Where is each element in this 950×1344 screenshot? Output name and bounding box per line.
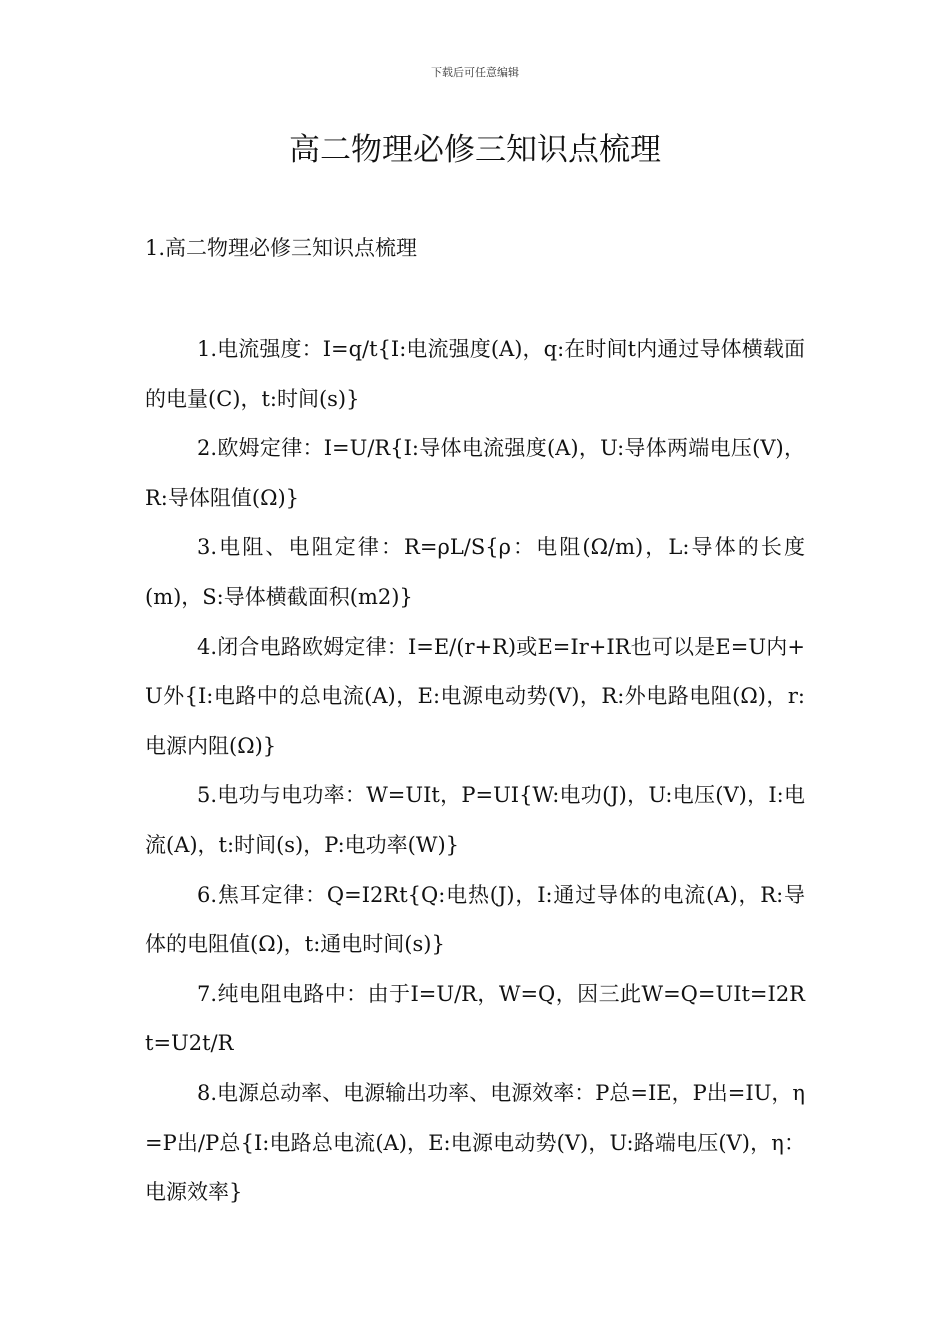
formula-item-ohms-law: 2.欧姆定律：I=U/R{I:导体电流强度(A)，U:导体两端电压(V)，R:导体阻值(Ω)}: [145, 436, 805, 510]
formula-item-resistance: 3.电阻、电阻定律：R=ρL/S{ρ：电阻(Ω/m)，L:导体的长度(m)，S:导体横截面积(m2)}: [145, 535, 805, 609]
formula-item-pure-resistance: 7.纯电阻电路中：由于I=U/R，W=Q，因三此W=Q=UIt=I2Rt=U2t/R: [145, 981, 805, 1056]
formula-item-joule-law: 6.焦耳定律：Q=I2Rt{Q:电热(J)，I:通过导体的电流(A)，R:导体的电阻值(Ω)，t:通电时间(s)}: [145, 882, 805, 957]
formula-item-closed-circuit: 4.闭合电路欧姆定律：I=E/(r+R)或E=Ir+IR也可以是E=U内+U外{I:电路中的总电流(A)，E:电源电动势(V)，R:外电路电阻(Ω)，r:电源内阻(Ω)}: [145, 634, 805, 758]
formula-item-current: 1.电流强度：I=q/t{I:电流强度(A)，q:在时间t内通过导体横载面的电量(C)，t:时间(s)}: [145, 337, 805, 411]
section-heading: 1.高二物理必修三知识点梳理: [145, 236, 418, 260]
page-title: 高二物理必修三知识点梳理: [289, 132, 661, 168]
header-note: 下载后可任意编辑: [431, 66, 519, 79]
formula-item-power: 5.电功与电功率：W=UIt，P=UI{W:电功(J)，U:电压(V)，I:电流(A)，t:时间(s)，P:电功率(W)}: [145, 783, 805, 857]
formula-list: [145, 325, 805, 1218]
formula-item-efficiency: 8.电源总动率、电源输出功率、电源效率：P总=IE，P出=IU，η=P出/P总{I:电路总电流(A)，E:电源电动势(V)，U:路端电压(V)，η：电源效率}: [145, 1080, 805, 1205]
